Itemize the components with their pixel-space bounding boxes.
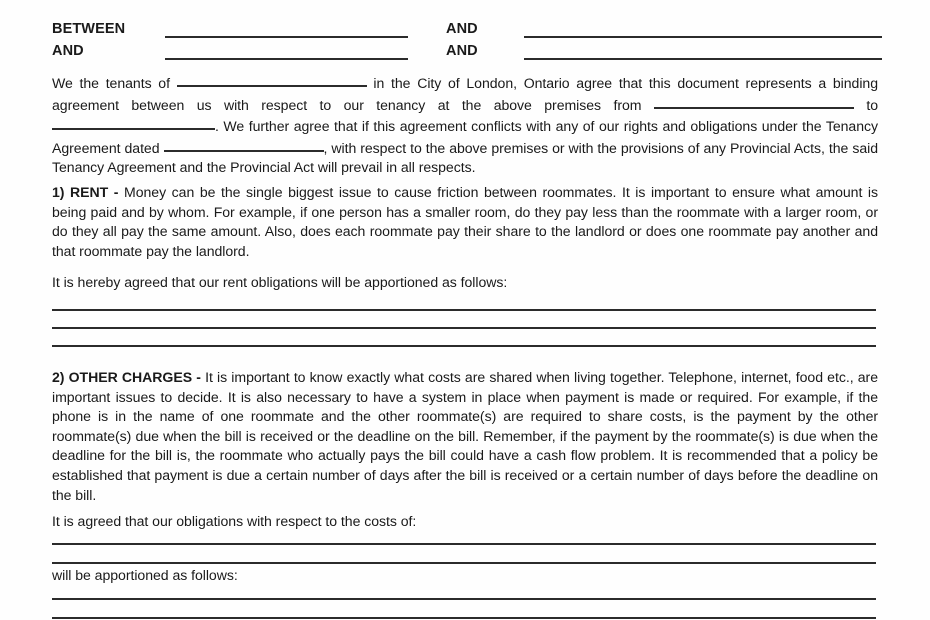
other-charges-lead-in-2 <box>52 566 878 586</box>
rent-lead-in-text: It is hereby agreed that our rent obligations will be apportioned as follows: <box>52 274 508 290</box>
label-and-bottom-right: AND <box>446 43 478 59</box>
section-other-charges-text: It is important to know exactly what costs are shared when living together. Telephone, internet, food etc., are important issues to decide. It is also necessary to have a system in place when payment is made or required. For example, if the phone is in the name of one roommate and the other roommate(s) are required to share costs, is the payment by the other roommate(s) due when the bill is received or the deadline on the bill. Remember, if the payment by the roommate(s) is due when the deadline for the bill is, the roommate who actually pays the bill could have a cash flow problem. It is recommended that a policy be established that payment is due a certain number of days after the bill is received or a certain number of days before the deadline on the bill. <box>52 369 878 503</box>
term-start-date-blank[interactable] <box>654 94 854 109</box>
party-3-blank-line[interactable] <box>524 21 882 38</box>
other-charges-costs-blank-line-1[interactable] <box>52 543 876 545</box>
party-1-blank-line[interactable] <box>165 21 408 38</box>
parties-row-2 <box>52 38 878 60</box>
rent-blank-line-2[interactable] <box>52 327 876 329</box>
intro-text-3: to <box>853 96 878 113</box>
other-charges-lead-in <box>52 512 878 532</box>
intro-text-2: in the City of London, Ontario agree that this document represents a binding agreement between us with respect to our tenancy at the above premises from <box>52 75 878 113</box>
intro-text-4: . We further agree that if this agreement conflicts with any of our rights and obligations under the Tenancy Agreement dated <box>52 118 878 156</box>
section-rent-text: Money can be the single biggest issue to cause friction between roommates. It is important to ensure what amount is being paid and by whom. For example, if one person has a smaller room, do they pay less than the roommate with a larger room, or do they all pay the same amount. Also, does each roommate pay their share to the landlord or does one roommate pay another and that roommate pay the landlord. <box>52 184 878 259</box>
label-and-top-right: AND <box>446 21 478 37</box>
other-charges-apportion-blank-line-1[interactable] <box>52 598 876 600</box>
other-charges-apportion-blank-line-2[interactable] <box>52 617 876 619</box>
rent-lead-in <box>52 273 878 293</box>
section-rent-heading: 1) RENT - <box>52 184 125 200</box>
section-rent-body <box>52 183 878 261</box>
premises-address-blank[interactable] <box>177 72 367 87</box>
label-between: BETWEEN <box>52 21 126 37</box>
intro-text-5: , with respect to the above premises or with the provisions of any Provincial Acts, the said Tenancy Agreement and the Provincial Act will prevail in all respects. <box>52 139 878 176</box>
intro-paragraph <box>52 72 878 178</box>
intro-text-1: We the tenants of <box>52 75 177 91</box>
other-charges-costs-blank-line-2[interactable] <box>52 562 876 564</box>
tenancy-agreement-date-blank[interactable] <box>164 137 324 152</box>
other-charges-lead-in-2-text: will be apportioned as follows: <box>52 567 238 583</box>
section-other-charges-heading: 2) OTHER CHARGES - <box>52 369 206 385</box>
rent-blank-line-3[interactable] <box>52 345 876 347</box>
label-and-bottom-left: AND <box>52 43 84 59</box>
section-other-charges-body <box>52 368 878 505</box>
rent-blank-line-1[interactable] <box>52 309 876 311</box>
parties-row-1 <box>52 16 878 38</box>
parties-header <box>52 16 878 60</box>
other-charges-lead-in-text: It is agreed that our obligations with respect to the costs of: <box>52 513 417 529</box>
party-2-blank-line[interactable] <box>165 43 408 60</box>
term-end-date-blank[interactable] <box>52 115 215 130</box>
party-4-blank-line[interactable] <box>524 43 882 60</box>
